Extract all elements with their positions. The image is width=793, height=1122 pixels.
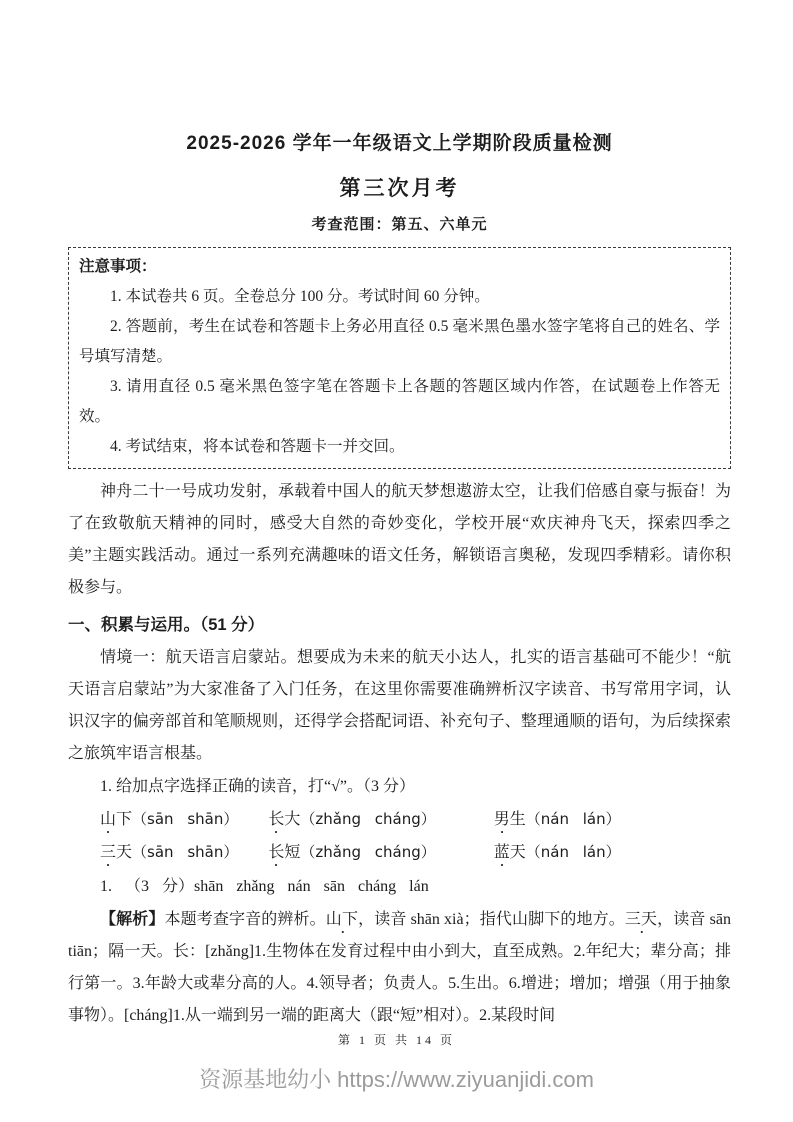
question1-stem: 1. 给加点字选择正确的读音，打“√”。（3 分）: [100, 778, 415, 795]
exam-body: [68, 476, 731, 1032]
notice-item-1: 1. 本试卷共 6 页。全卷总分 100 分。考试时间 60 分钟。: [110, 288, 490, 305]
intro-paragraph: 神舟二十一号成功发射，承载着中国人的航天梦想遨游太空，让我们倍感自豪与振奋！为了在致敬航天精神的同时，感受大自然的奇妙变化，学校开展“欢庆神舟飞天，探索四季之美”主题实践活动。通过一系列充满趣味的语文任务，解锁语言奥秘，发现四季精彩。请你积极参与。: [68, 483, 731, 596]
pinyin-options: （nán lán）: [525, 843, 621, 861]
notice-box: [68, 247, 731, 469]
dotted-character: 长: [268, 811, 285, 828]
notice-item-2: 2. 答题前，考生在试卷和答题卡上务必用直径 0.5 毫米黑色墨水签字笔将自己的姓名、学号填写清楚。: [79, 318, 720, 365]
analysis-text: 本题考查字音的辨析。: [164, 911, 326, 928]
pinyin-word-group: [268, 836, 435, 869]
analysis-text: 下，读音 shān xià；指代山脚下的地方。: [341, 911, 625, 928]
pinyin-word-group: [100, 803, 238, 836]
word-rest: 天: [116, 844, 133, 861]
pinyin-word-group: [494, 803, 621, 836]
notice-item-3: 3. 请用直径 0.5 毫米黑色签字笔在答题卡上各题的答题区域内作答，在试题卷上作答无效。: [79, 378, 720, 425]
pinyin-row-1: [100, 803, 731, 836]
analysis-text: 天，读音 sān tiān；隔一天。长：[zhǎng]1.生物体在发育过程中由小到大，直至成熟。2.年纪大；辈分高；排行第一。3.年龄大或辈分高的人。4.领导者；负责人。5.生出。6.增进；增加；增强（用于抽象事物）。[cháng]1.从一端到另一端的距离大（跟“短”相对）。2.某段时间: [68, 911, 731, 1024]
pinyin-row-2: [100, 836, 731, 869]
word-rest: 大: [284, 811, 301, 828]
word-rest: 天: [509, 844, 526, 861]
dotted-character: 长: [268, 844, 285, 861]
dotted-character: 山: [325, 911, 342, 928]
pinyin-choice-rows: [68, 803, 731, 869]
pinyin-word-group: [494, 836, 621, 869]
word-rest: 生: [509, 811, 526, 828]
pinyin-options: （sān shān）: [132, 810, 239, 828]
question1-answer: 1. （3 分）shān zhǎng nán sān cháng lán: [100, 878, 429, 895]
pinyin-options: （zhǎng cháng）: [300, 810, 436, 828]
section-heading: 一、积累与运用。（51 分）: [68, 616, 265, 634]
pinyin-word-group: [100, 836, 238, 869]
pinyin-options: （nán lán）: [525, 810, 621, 828]
notice-heading: 注意事项：: [79, 258, 157, 275]
dotted-character: 男: [493, 811, 510, 828]
pinyin-options: （zhǎng cháng）: [300, 843, 436, 861]
dotted-character: 三: [100, 844, 117, 861]
exam-scope: 考查范围：第五、六单元: [311, 217, 488, 233]
pinyin-options: （sān shān）: [132, 843, 239, 861]
dotted-character: 山: [100, 811, 117, 828]
exam-subtitle: 第三次月考: [339, 177, 460, 200]
question1-analysis: [68, 904, 731, 1032]
dotted-character: 蓝: [493, 844, 510, 861]
word-rest: 短: [284, 844, 301, 861]
pinyin-word-group: [268, 803, 435, 836]
source-watermark: 资源基地幼小 https://www.ziyuanjidi.com: [199, 1067, 594, 1092]
word-rest: 下: [116, 811, 133, 828]
notice-item-4: 4. 考试结束，将本试卷和答题卡一并交回。: [110, 438, 405, 455]
scenario-paragraph: 情境一：航天语言启蒙站。想要成为未来的航天小达人，扎实的语言基础可不能少！“航天语言启蒙站”为大家准备了入门任务，在这里你需要准确辨析汉字读音、书写常用字词，认识汉字的偏旁部首和笔顺规则，还得学会搭配词语、补充句子、整理通顺的语句，为后续探索之旅筑牢语言根基。: [68, 649, 731, 762]
page-title: 2025-2026 学年一年级语文上学期阶段质量检测: [186, 133, 613, 154]
analysis-label: 【解析】: [100, 911, 165, 928]
dotted-character: 三: [624, 911, 641, 928]
page-number-indicator: 第 1 页 共 14 页: [337, 1033, 455, 1047]
